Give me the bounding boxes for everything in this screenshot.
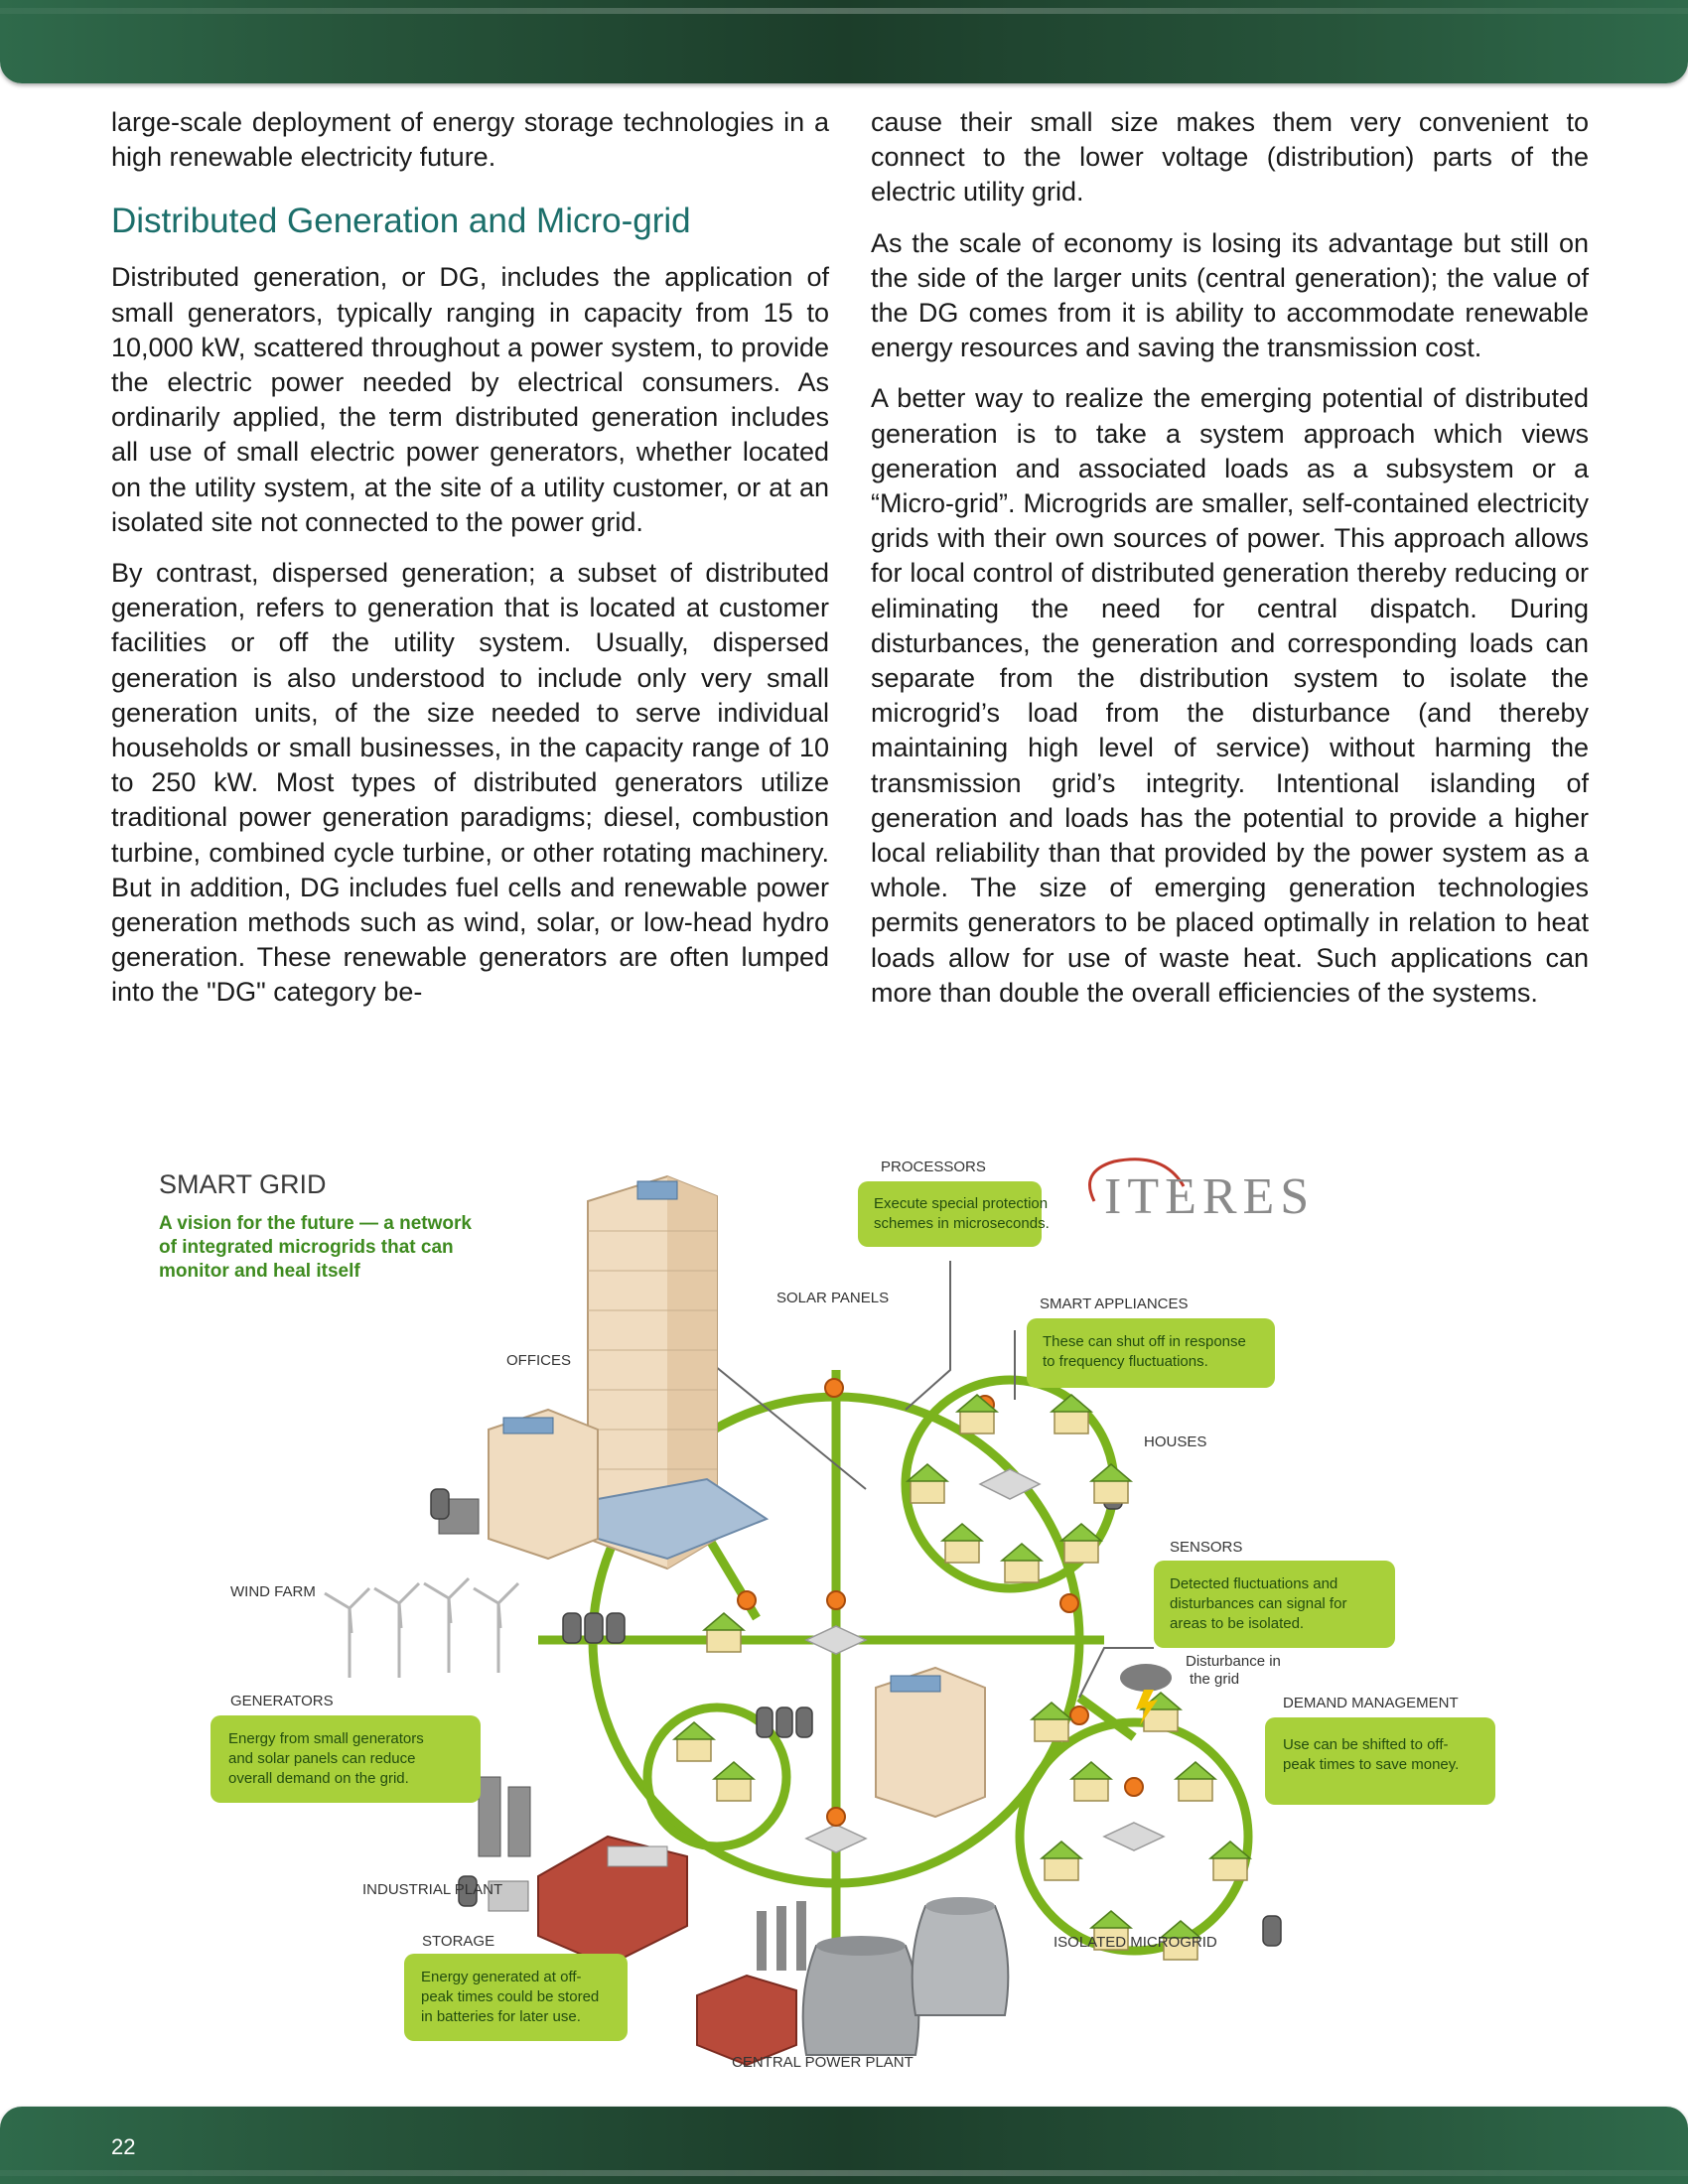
paragraph: large-scale deployment of energy storage technologies in a high renewable electricity future.	[111, 107, 829, 173]
svg-text:in batteries for later use.: in batteries for later use.	[421, 2008, 581, 2025]
label-solar-panels: SOLAR PANELS	[776, 1290, 890, 1306]
svg-text:and solar panels can reduce: and solar panels can reduce	[228, 1750, 416, 1767]
figure-title: SMART GRID	[159, 1169, 327, 1199]
wind-turbines	[325, 1578, 518, 1678]
right-column	[871, 105, 1589, 1026]
svg-text:Use can be shifted to off-: Use can be shifted to off-	[1283, 1736, 1449, 1753]
label-processors: PROCESSORS	[881, 1159, 986, 1175]
label-disturbance: Disturbance in	[1186, 1653, 1281, 1670]
paragraph: A better way to realize the emerging potential of distributed generation is to take a system approach which views generation and associated loads as a subsystem or a “Micro-grid”. Microgrids are smaller, self-contained electricity grids with their own sources of power. This approach allows for local control of distributed generation thereby reducing or eliminating the need for central dispatch. During disturbances, the generation and corresponding loads can separate from the distribution system to isolate the microgrid’s load from the disturbance (and thereby maintaining high level of service) without harming the transmission grid’s integrity. Intentional islanding of generation and loads has the potential to provide a higher local reliability than that provided by the power system as a whole. The size of emerging generation technologies permits generators to be placed optimally in relation to heat loads allow for use of waste heat. Such applications can more than double the overall efficiencies of the systems.	[871, 383, 1589, 1008]
apartment-building	[876, 1668, 985, 1817]
svg-text:to frequency fluctuations.: to frequency fluctuations.	[1043, 1353, 1208, 1370]
smart-grid-figure	[111, 1142, 1581, 2085]
svg-text:Energy generated at off-: Energy generated at off-	[421, 1969, 582, 1985]
callout-processors	[858, 1181, 1050, 1247]
figure-subtitle-line: monitor and heal itself	[159, 1261, 360, 1282]
callout-generators	[211, 1715, 481, 1803]
page-number: 22	[111, 2134, 136, 2159]
label-storage: STORAGE	[422, 1933, 495, 1950]
offices-building	[439, 1410, 598, 1559]
svg-text:schemes in microseconds.: schemes in microseconds.	[874, 1215, 1050, 1232]
figure-subtitle-line: A vision for the future — a network	[159, 1213, 472, 1234]
svg-text:peak times could be stored: peak times could be stored	[421, 1988, 600, 2005]
callout-smart-appliances	[1027, 1318, 1275, 1388]
office-tower	[588, 1176, 767, 1569]
svg-text:Detected fluctuations and: Detected fluctuations and	[1170, 1575, 1338, 1592]
label-isolated-microgrid: ISOLATED MICROGRID	[1054, 1934, 1217, 1951]
callout-sensors	[1154, 1561, 1395, 1648]
iteres-logo	[1090, 1160, 1316, 1225]
svg-text:peak times to save money.: peak times to save money.	[1283, 1756, 1460, 1773]
paragraph: By contrast, dispersed generation; a subset of distributed generation, refers to generation that is located at customer facilities or off the utility system. Usually, dispersed generation is also understood to include only very small generation units, of the size needed to serve individual households or small businesses, in the capacity range of 10 to 250 kW. Most types of distributed generators utilize traditional power generation paradigms; diesel, combustion turbine, combined cycle turbine, or other rotating machinery. But in addition, DG includes fuel cells and renewable power generation methods such as wind, solar, or low-head hydro generation. These renewable generators are often lumped into the "DG" category be-	[111, 558, 829, 1008]
label-disturbance: the grid	[1190, 1671, 1240, 1688]
svg-text:disturbances can signal for: disturbances can signal for	[1170, 1595, 1347, 1612]
left-column	[111, 105, 829, 1026]
paragraph: As the scale of economy is losing its advantage but still on the side of the larger units (central generation); the value of the DG comes from it is ability to accommodate renewable energy resources and saving the transmission cost.	[871, 227, 1589, 363]
logo-text: ITERES	[1104, 1168, 1316, 1225]
label-wind-farm: WIND FARM	[230, 1583, 316, 1600]
callout-demand-management	[1265, 1717, 1495, 1805]
footer-banner	[0, 2107, 1688, 2184]
svg-text:Energy from small generators: Energy from small generators	[228, 1730, 424, 1747]
figure-subtitle-line: of integrated microgrids that can	[159, 1237, 454, 1258]
label-generators: GENERATORS	[230, 1693, 334, 1709]
paragraph: Distributed generation, or DG, includes the application of small generators, typically ranging in capacity from 15 to 10,000 kW, scattered throughout a power system, to provide the electric power needed by electrical consumers. As ordinarily applied, the term distributed generation includes all use of small electric power generators, whether located on the utility system, at the site of a utility customer, or at an isolated site not connected to the power grid.	[111, 262, 829, 537]
label-houses: HOUSES	[1144, 1433, 1207, 1450]
label-industrial-plant: INDUSTRIAL PLANT	[362, 1881, 503, 1898]
svg-text:These can shut off in response: These can shut off in response	[1043, 1333, 1246, 1350]
label-smart-appliances: SMART APPLIANCES	[1040, 1296, 1189, 1312]
label-central-power-plant: CENTRAL POWER PLANT	[732, 2054, 914, 2071]
header-banner	[0, 0, 1688, 83]
svg-text:Execute special protection: Execute special protection	[874, 1195, 1049, 1212]
svg-text:overall demand on the grid.: overall demand on the grid.	[228, 1770, 409, 1787]
paragraph: cause their small size makes them very convenient to connect to the lower voltage (distribution) parts of the electric utility grid.	[871, 107, 1589, 207]
label-sensors: SENSORS	[1170, 1539, 1243, 1556]
callout-storage	[404, 1954, 628, 2041]
section-heading: Distributed Generation and Micro-grid	[111, 202, 691, 241]
label-offices: OFFICES	[506, 1352, 572, 1369]
svg-text:areas to be isolated.: areas to be isolated.	[1170, 1615, 1305, 1632]
label-demand-management: DEMAND MANAGEMENT	[1283, 1695, 1459, 1711]
central-power-plant	[697, 1897, 1008, 2065]
